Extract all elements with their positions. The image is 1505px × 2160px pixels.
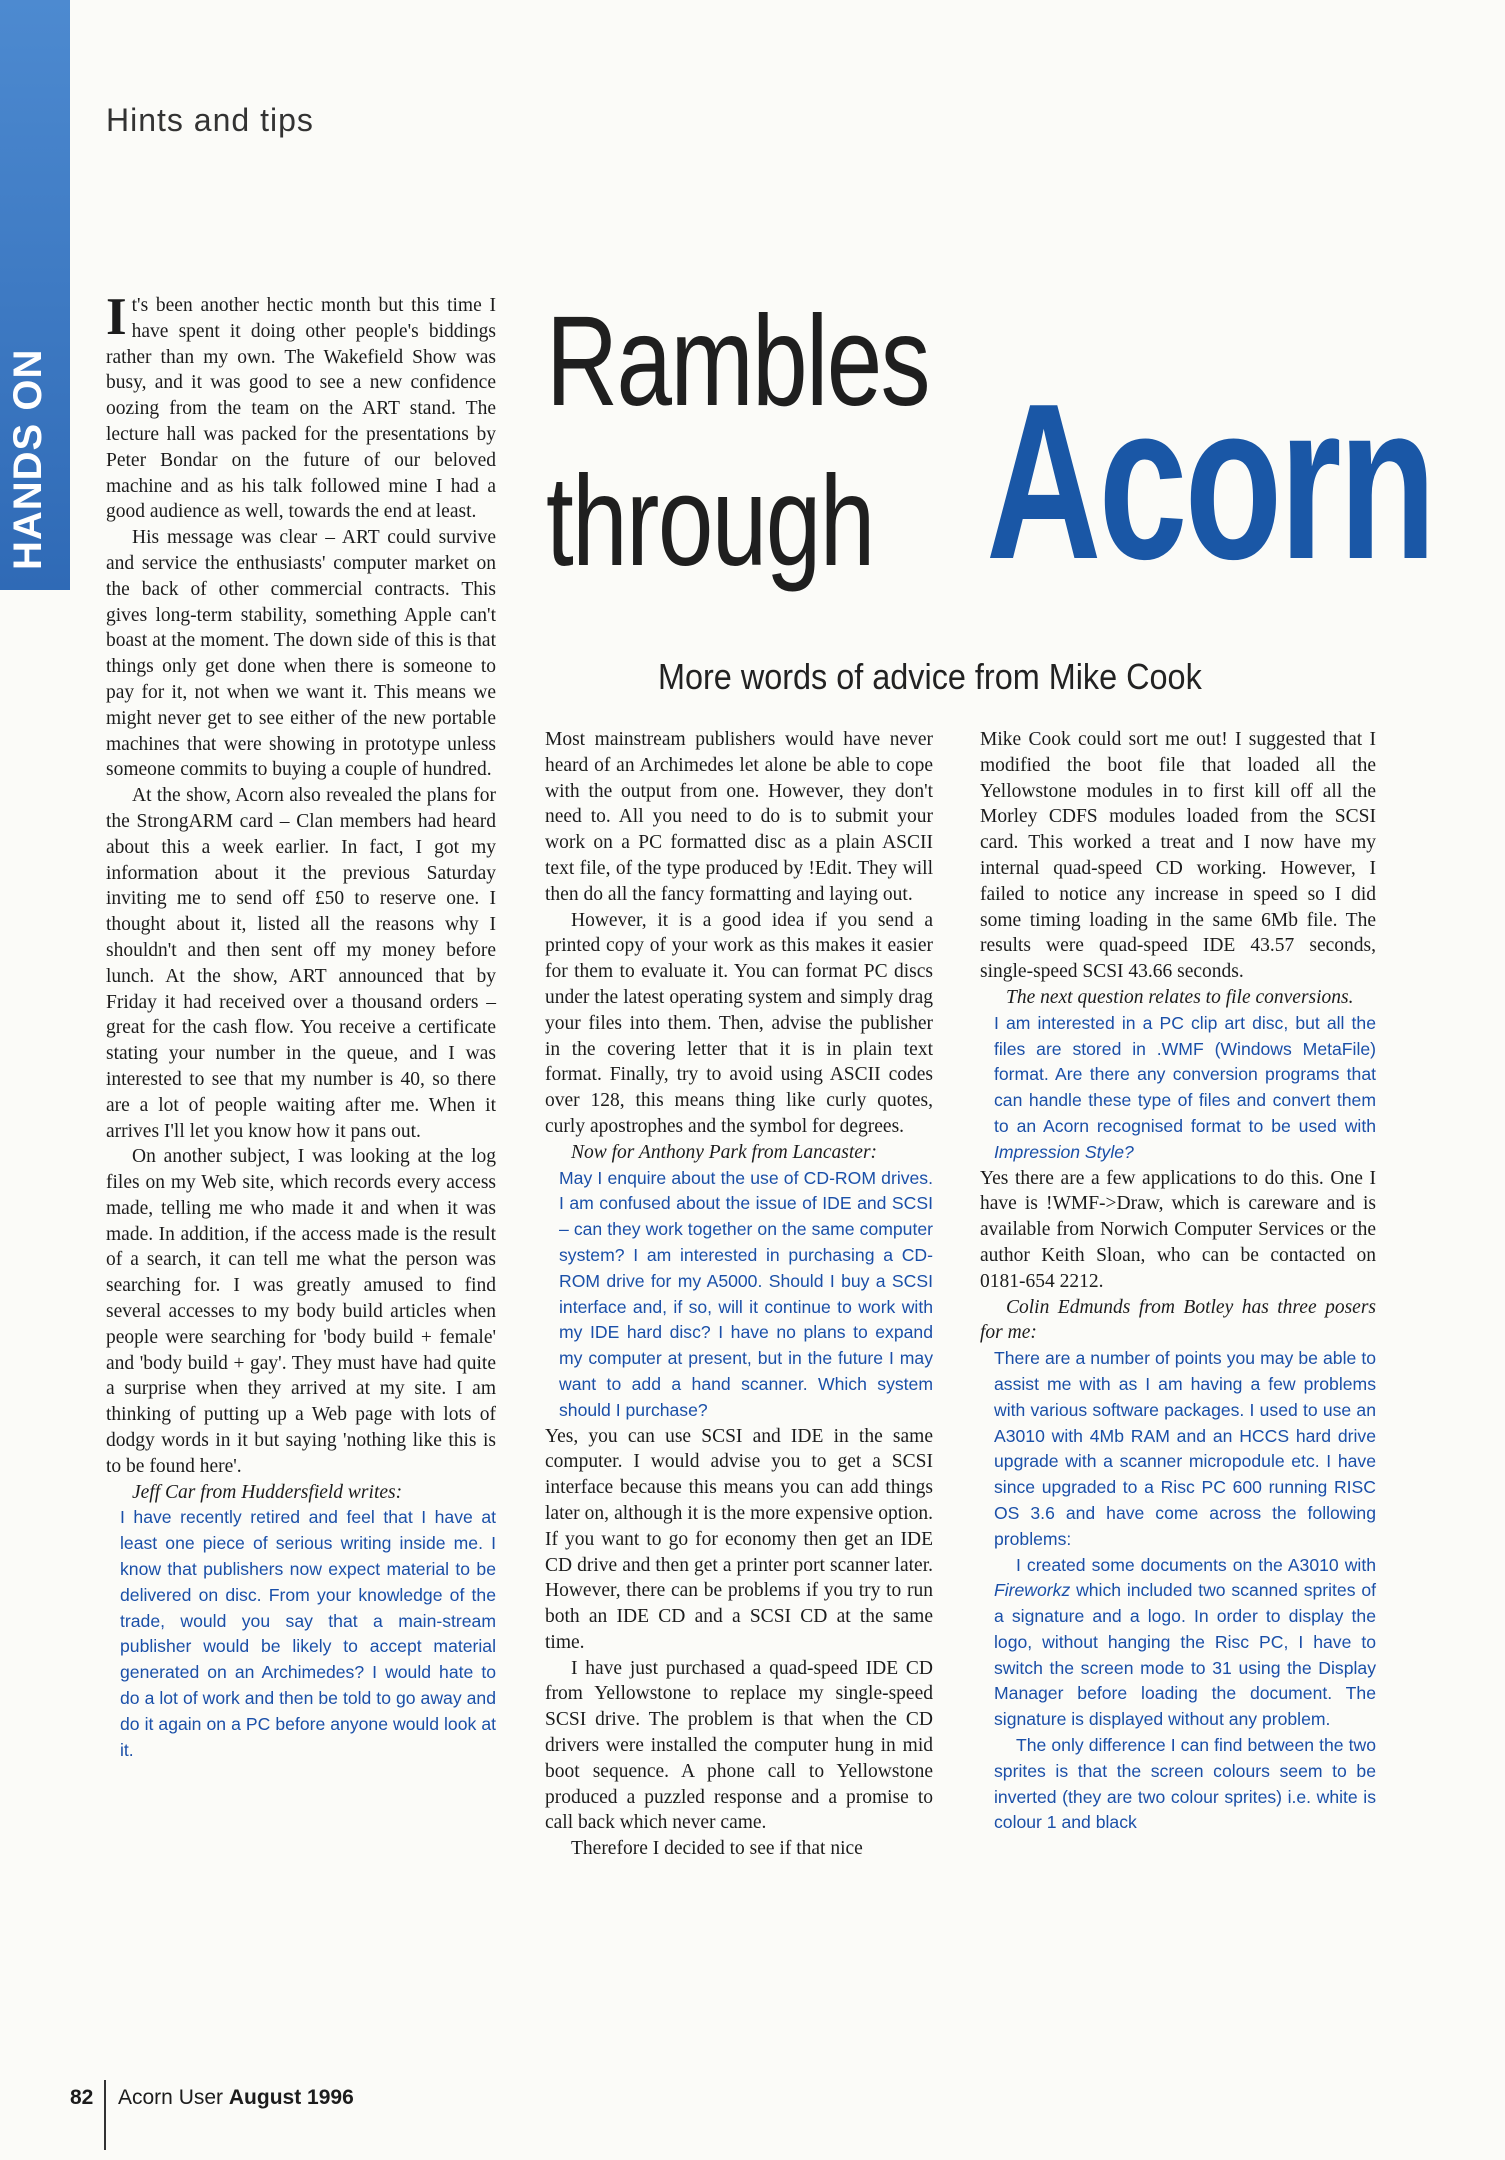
- issue-date: August 1996: [228, 2086, 354, 2109]
- headline-line1: Rambles: [546, 290, 930, 433]
- product-name: Fireworkz: [994, 1580, 1071, 1601]
- reader-question: [994, 1011, 1376, 1166]
- question-text: [994, 1553, 1376, 1734]
- paragraph: His message was clear – ART could survive and service the enthusiasts' computer market on the back of other commercial contracts. This gives long-term stability, something Apple can't boast at the moment. The down side of this is that things only get done when there is someone to pay for it, not when we want it. This means we might never get to see either of the new portable machines that were showing in prototype unless someone commits to buying a couple of hundred.: [106, 527, 496, 781]
- column-1: [106, 288, 496, 1763]
- headline-accent: Acorn: [986, 358, 1434, 606]
- question-text: I have recently retired and feel that I have at least one piece of serious writing inside me. I know that publishers now expect material to be delivered on disc. From your knowledge of the trade, would you say that a main-stream publisher would be likely to accept material generated on an Archimedes? I would hate to do a lot of work and then be told to go away and do it again on a PC before anyone would look at it.: [120, 1507, 496, 1760]
- page-number: 82: [70, 2086, 94, 2109]
- question-text: [994, 1011, 1376, 1166]
- paragraph: Therefore I decided to see if that nice: [571, 1838, 863, 1860]
- subtitle: More words of advice from Mike Cook: [658, 656, 1202, 697]
- column-2: [545, 727, 933, 1862]
- headline-line2: through: [546, 450, 874, 593]
- paragraph: I have just purchased a quad-speed IDE CD from Yellowstone to replace my single-speed SCSI drive. The problem is that when the CD drivers were installed the computer hung in mid boot sequence. A phone call to Yellowstone produced a puzzled response and a promise to call back which never came.: [545, 1657, 933, 1834]
- paragraph: At the show, Acorn also revealed the plans for the StrongARM card – Clan members had heard about this a week earlier. In fact, I got my information about it the previous Saturday inviting me to send off £50 to reserve one. I thought about it, listed all the reasons why I shouldn't and then sent off my money before lunch. At the show, ART announced that by Friday it had received over a thousand orders – great for the cash flow. You receive a certificate stating your number in the queue, and I was interested to see that my number is 40, so there are a lot of people waiting after me. When it arrives I'll let you know how it pans out.: [106, 785, 496, 1142]
- reader-question: [994, 1346, 1376, 1836]
- question-intro: Now for Anthony Park from Lancaster:: [571, 1141, 878, 1163]
- question-text-part: which included two scanned sprites of a signature and a logo. In order to display the logo, without hanging the Risc PC, I have to switch the screen mode to 31 using the Display Manager before loading the document. The signature is displayed without any problem.: [994, 1580, 1376, 1730]
- answer-paragraph: Yes there are a few applications to do this. One I have is !WMF->Draw, which is careware and is available from Norwich Computer Services or the author Keith Sloan, who can be contacted on 0181-654 2212.: [980, 1167, 1376, 1292]
- product-name: Impression Style?: [994, 1141, 1134, 1162]
- question-intro: The next question relates to file conversions.: [1006, 986, 1354, 1008]
- magazine-name: Acorn User: [118, 2086, 224, 2109]
- question-text: The only difference I can find between the two sprites is that the screen colours seem to be inverted (they are two colour sprites) i.e. white is colour 1 and black: [994, 1735, 1376, 1833]
- question-intro: Jeff Car from Huddersfield writes:: [132, 1481, 403, 1503]
- paragraph: On another subject, I was looking at the log files on my Web site, which records every access made, telling me who made it and when it was made. In addition, if the access made is the result of a search, it can tell me what the person was searching for. I was greatly amused to find several accesses to my body build articles when people were searching for 'body build + female' and 'body build + gay'. They must have had quite a surprise when they arrived at my site. I am thinking of putting up a Web page with lots of dodgy words in it but saying 'nothing like this is to be found here'.: [106, 1146, 496, 1477]
- intro-paragraph: [106, 288, 496, 525]
- column-3: [980, 727, 1376, 1836]
- drop-cap: I: [106, 288, 127, 346]
- answer-paragraph: Yes, you can use SCSI and IDE in the same computer. I would advise you to get a SCSI interface because this means you can add things later on, although it is the more expensive option. If you want to go for economy then get an IDE CD drive and then get a printer port scanner later. However, there can be problems if you try to run both an IDE CD and a SCSI CD at the same time.: [545, 1425, 933, 1653]
- side-tab: [0, 0, 70, 590]
- question-intro: Colin Edmunds from Botley has three posers for me:: [980, 1296, 1376, 1344]
- question-text: There are a number of points you may be able to assist me with as I am having a few problems with various software packages. I used to use an A3010 with 4Mb RAM and an HCCS hard drive upgrade with a scanner micropodule etc. I have since upgraded to a Risc PC 600 running RISC OS 3.6 and have come across the following problems:: [994, 1348, 1376, 1549]
- paragraph-text: t's been another hectic month but this time I have spent it doing other people's biddings rather than my own. The Wakefield Show was busy, and it was good to see a new confidence oozing from the team on the ART stand. The lecture hall was packed for the presentations by Peter Bondar on the future of our beloved machine and as his talk followed mine I had a good audience as well, towards the end at least.: [106, 295, 496, 523]
- paragraph: Most mainstream publishers would have never heard of an Archimedes let alone be able to cope with the output from one. However, they don't need to. All you need to do is to submit your work on a PC formatted disc as a plain ASCII text file, of the type produced by !Edit. They will then do all the fancy formatting and laying out.: [545, 729, 933, 905]
- question-text: May I enquire about the use of CD-ROM drives. I am confused about the issue of IDE and SCSI – can they work together on the same computer system? I am interested in purchasing a CD-ROM drive for my A5000. Should I buy a SCSI interface and, if so, will it continue to work with my IDE hard disc? I have no plans to expand my computer at present, but in the future I may want to add a hand scanner. Which system should I purchase?: [559, 1167, 933, 1420]
- question-text-part: I am interested in a PC clip art disc, but all the files are stored in .WMF (Windows MetaFile) format. Are there any conversion programs that can handle these type of files and convert them to an Acorn recognised format to be used with: [994, 1012, 1376, 1136]
- paragraph: Mike Cook could sort me out! I suggested that I modified the boot file that loaded all the Yellowstone modules in to first kill off all the Morley CDFS modules loaded from the SCSI card. This worked a treat and I now have my internal quad-speed CD working. However, I failed to notice any increase in speed so I did some timing loading in the same 6Mb file. The results were quad-speed IDE 43.57 seconds, single-speed SCSI 43.66 seconds.: [980, 729, 1376, 983]
- reader-question: [120, 1505, 496, 1763]
- footer-magazine: [118, 2086, 354, 2110]
- side-tab-label: HANDS ON: [6, 348, 50, 570]
- paragraph: However, it is a good idea if you send a printed copy of your work as this makes it easier for them to evaluate it. You can format PC discs under the latest operating system and simply drag your files into them. Then, advise the publisher in the covering letter that it is in plain text format. Finally, try to avoid using ASCII codes over 128, this means thing like curly quotes, curly apostrophes and the symbol for degrees.: [545, 909, 933, 1137]
- section-header: Hints and tips: [106, 102, 314, 138]
- reader-question: [559, 1166, 933, 1424]
- question-text-part: I created some documents on the A3010 with: [1016, 1554, 1376, 1575]
- footer-divider: [104, 2080, 106, 2150]
